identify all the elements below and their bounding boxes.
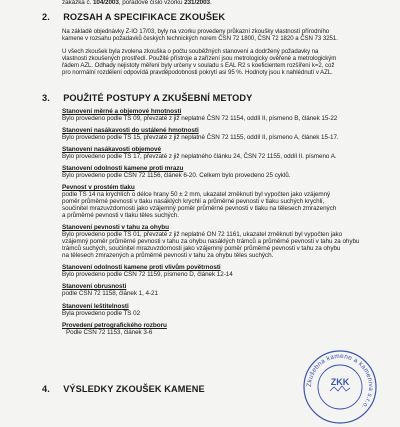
method-text: podle TS 14 na krychlích o délce hrany 50 ± 2 mm, ukazatel změknutí byl vypočten jako vzájemný bbox=[62, 191, 331, 198]
method-text: Bylo provedeno podle ČSN 72 1156, článek 6-20. Celkem bylo provedeno 25 cyklů. bbox=[62, 172, 291, 179]
order-suffix: . bbox=[210, 0, 212, 6]
company-stamp bbox=[300, 347, 380, 427]
method-text: vzájemný poměr průměrné pevnosti v tahu za ohybu nasáklých trámců a průměrné pevnosti v tahu za ohybu bbox=[62, 238, 360, 245]
section-2-p2-line: pro normální rozdělení odpovídá pravděpodobnosti pokrytí asi 95 %. Hodnoty jsou k nahlédnutí v AZL. bbox=[62, 69, 333, 76]
method-heading: Stanovení nasákavosti objemové bbox=[62, 146, 162, 153]
method-text: Bylo provedeno podle TS 01, převzaté z již neplatné ON 72 1161, ukazatel změknutí byl vypočten jako bbox=[62, 231, 343, 238]
section-4-number: 4. bbox=[42, 384, 50, 394]
section-4-heading bbox=[42, 384, 205, 394]
method-heading: Stanovení nasákavosti do ustálené hmotnosti bbox=[62, 127, 199, 134]
order-prefix: zakázka č. bbox=[62, 0, 92, 6]
order-middle: , pořadové číslo vzorku bbox=[118, 0, 183, 6]
method-text: Bylo provedeno podle TS 09, převzaté z již neplatné ČSN 72 1154, oddíl II, písmeno B, článek 15-22 bbox=[62, 115, 338, 122]
section-2-number: 2. bbox=[42, 12, 50, 22]
sample-number: 231/2003 bbox=[184, 0, 211, 6]
order-line bbox=[62, 0, 212, 6]
section-3-heading bbox=[42, 93, 252, 103]
section-2-title: ROZSAH A SPECIFIKACE ZKOUŠEK bbox=[63, 12, 226, 22]
method-heading: Stanovení odolnosti kamene proti vlivům povětrnosti bbox=[62, 264, 221, 271]
method-heading: Provedení petrografického rozboru bbox=[62, 322, 167, 329]
method-heading: Stanovení obrusnosti bbox=[62, 283, 127, 290]
section-4-title: VÝSLEDKY ZKOUŠEK KAMENE bbox=[63, 384, 205, 394]
method-text: poměr průměrné pevnosti v tlaku nasáklých krychlí a průměrné pevnosti v tlaku suchých krychlí, bbox=[62, 198, 325, 205]
method-text: součinitel mrazuvzdornosti jako vzájemný poměr průměrné pevnosti v tlaku na tělesech zmrazených bbox=[62, 205, 337, 212]
method-heading: Stanovení měrné a objemové hmotnosti bbox=[62, 108, 182, 115]
section-2-p1-line: Na základě objednávky Z-IO 17/03, byly na vzorku provedeny průkazní zkoušky vlastností přírodního bbox=[62, 28, 330, 35]
method-text: na tělesech zmrazených a průměrné pevnosti v tahu za ohybu těles suchých. bbox=[62, 252, 274, 259]
method-text: Podle ČSN 72 1153, článek 3-6 bbox=[66, 329, 153, 336]
section-2-heading bbox=[42, 12, 225, 22]
section-3-title: POUŽITÉ POSTUPY A ZKUŠEBNÍ METODY bbox=[63, 93, 253, 103]
order-number: 104/2003 bbox=[92, 0, 119, 6]
section-2-p2-line: U všech zkoušek byla zvolena zkouška o počtu souběžných stanovení a dodržený požadavky na bbox=[62, 48, 319, 55]
method-text: Bylo provedeno podle TS 17, převzaté z již neplatného článku 24, ČSN 72 1155, oddíl II. písmeno A. bbox=[62, 153, 337, 160]
section-3-number: 3. bbox=[42, 93, 50, 103]
section-2-p2-line: řádem AZL. Odhady nejistoty měření byly určeny v souladu s EAL R2 s koeficientem rozšíření k=2, což bbox=[62, 62, 335, 69]
method-heading: Stanovení leštitelnosti bbox=[62, 303, 129, 310]
stamp-ring-text: Zkušebna kamene a kameniva s.r.o. bbox=[305, 352, 375, 411]
method-text: podle ČSN 72 1158, článek 1, 4-21 bbox=[62, 290, 158, 297]
section-2-p1-line: kamene v rozsahu požadavků českých technických norem ČSN 72 1800, ČSN 72 1820 a ČSN 73 3251. bbox=[62, 35, 338, 42]
method-heading: Stanovení pevnosti v tahu za ohybu bbox=[62, 224, 169, 231]
method-text: Bylo provedeno podle TS 15, převzaté z již neplatné ČSN 72 1155, oddíl II, písmeno A, článek 15-17. bbox=[62, 134, 339, 141]
method-text: Byla provedeno podle TS 02 bbox=[62, 310, 141, 317]
method-text: a průměrné pevnosti v tlaku těles suchých. bbox=[62, 212, 179, 219]
method-text: trámců suchých, součinitel mrazuvzdornosti jako vzájemný poměr průměrné pevnosti v tahu za ohybu bbox=[62, 245, 341, 252]
stamp-center-text: ZKK bbox=[330, 377, 350, 387]
method-heading: Stanovení odolnosti kamene proti mrazu bbox=[62, 165, 184, 172]
method-text: Bylo provedeno podle ČSN 72 1159, písmeno D, článek 12-14 bbox=[62, 271, 233, 278]
section-2-p2-line: vlastnosti zkoušených prostředí. Použité přístroje a zařízení jsou metrologicky ověřené a metrologickým bbox=[62, 55, 337, 62]
method-heading: Pevnost v prostém tlaku bbox=[62, 184, 135, 191]
